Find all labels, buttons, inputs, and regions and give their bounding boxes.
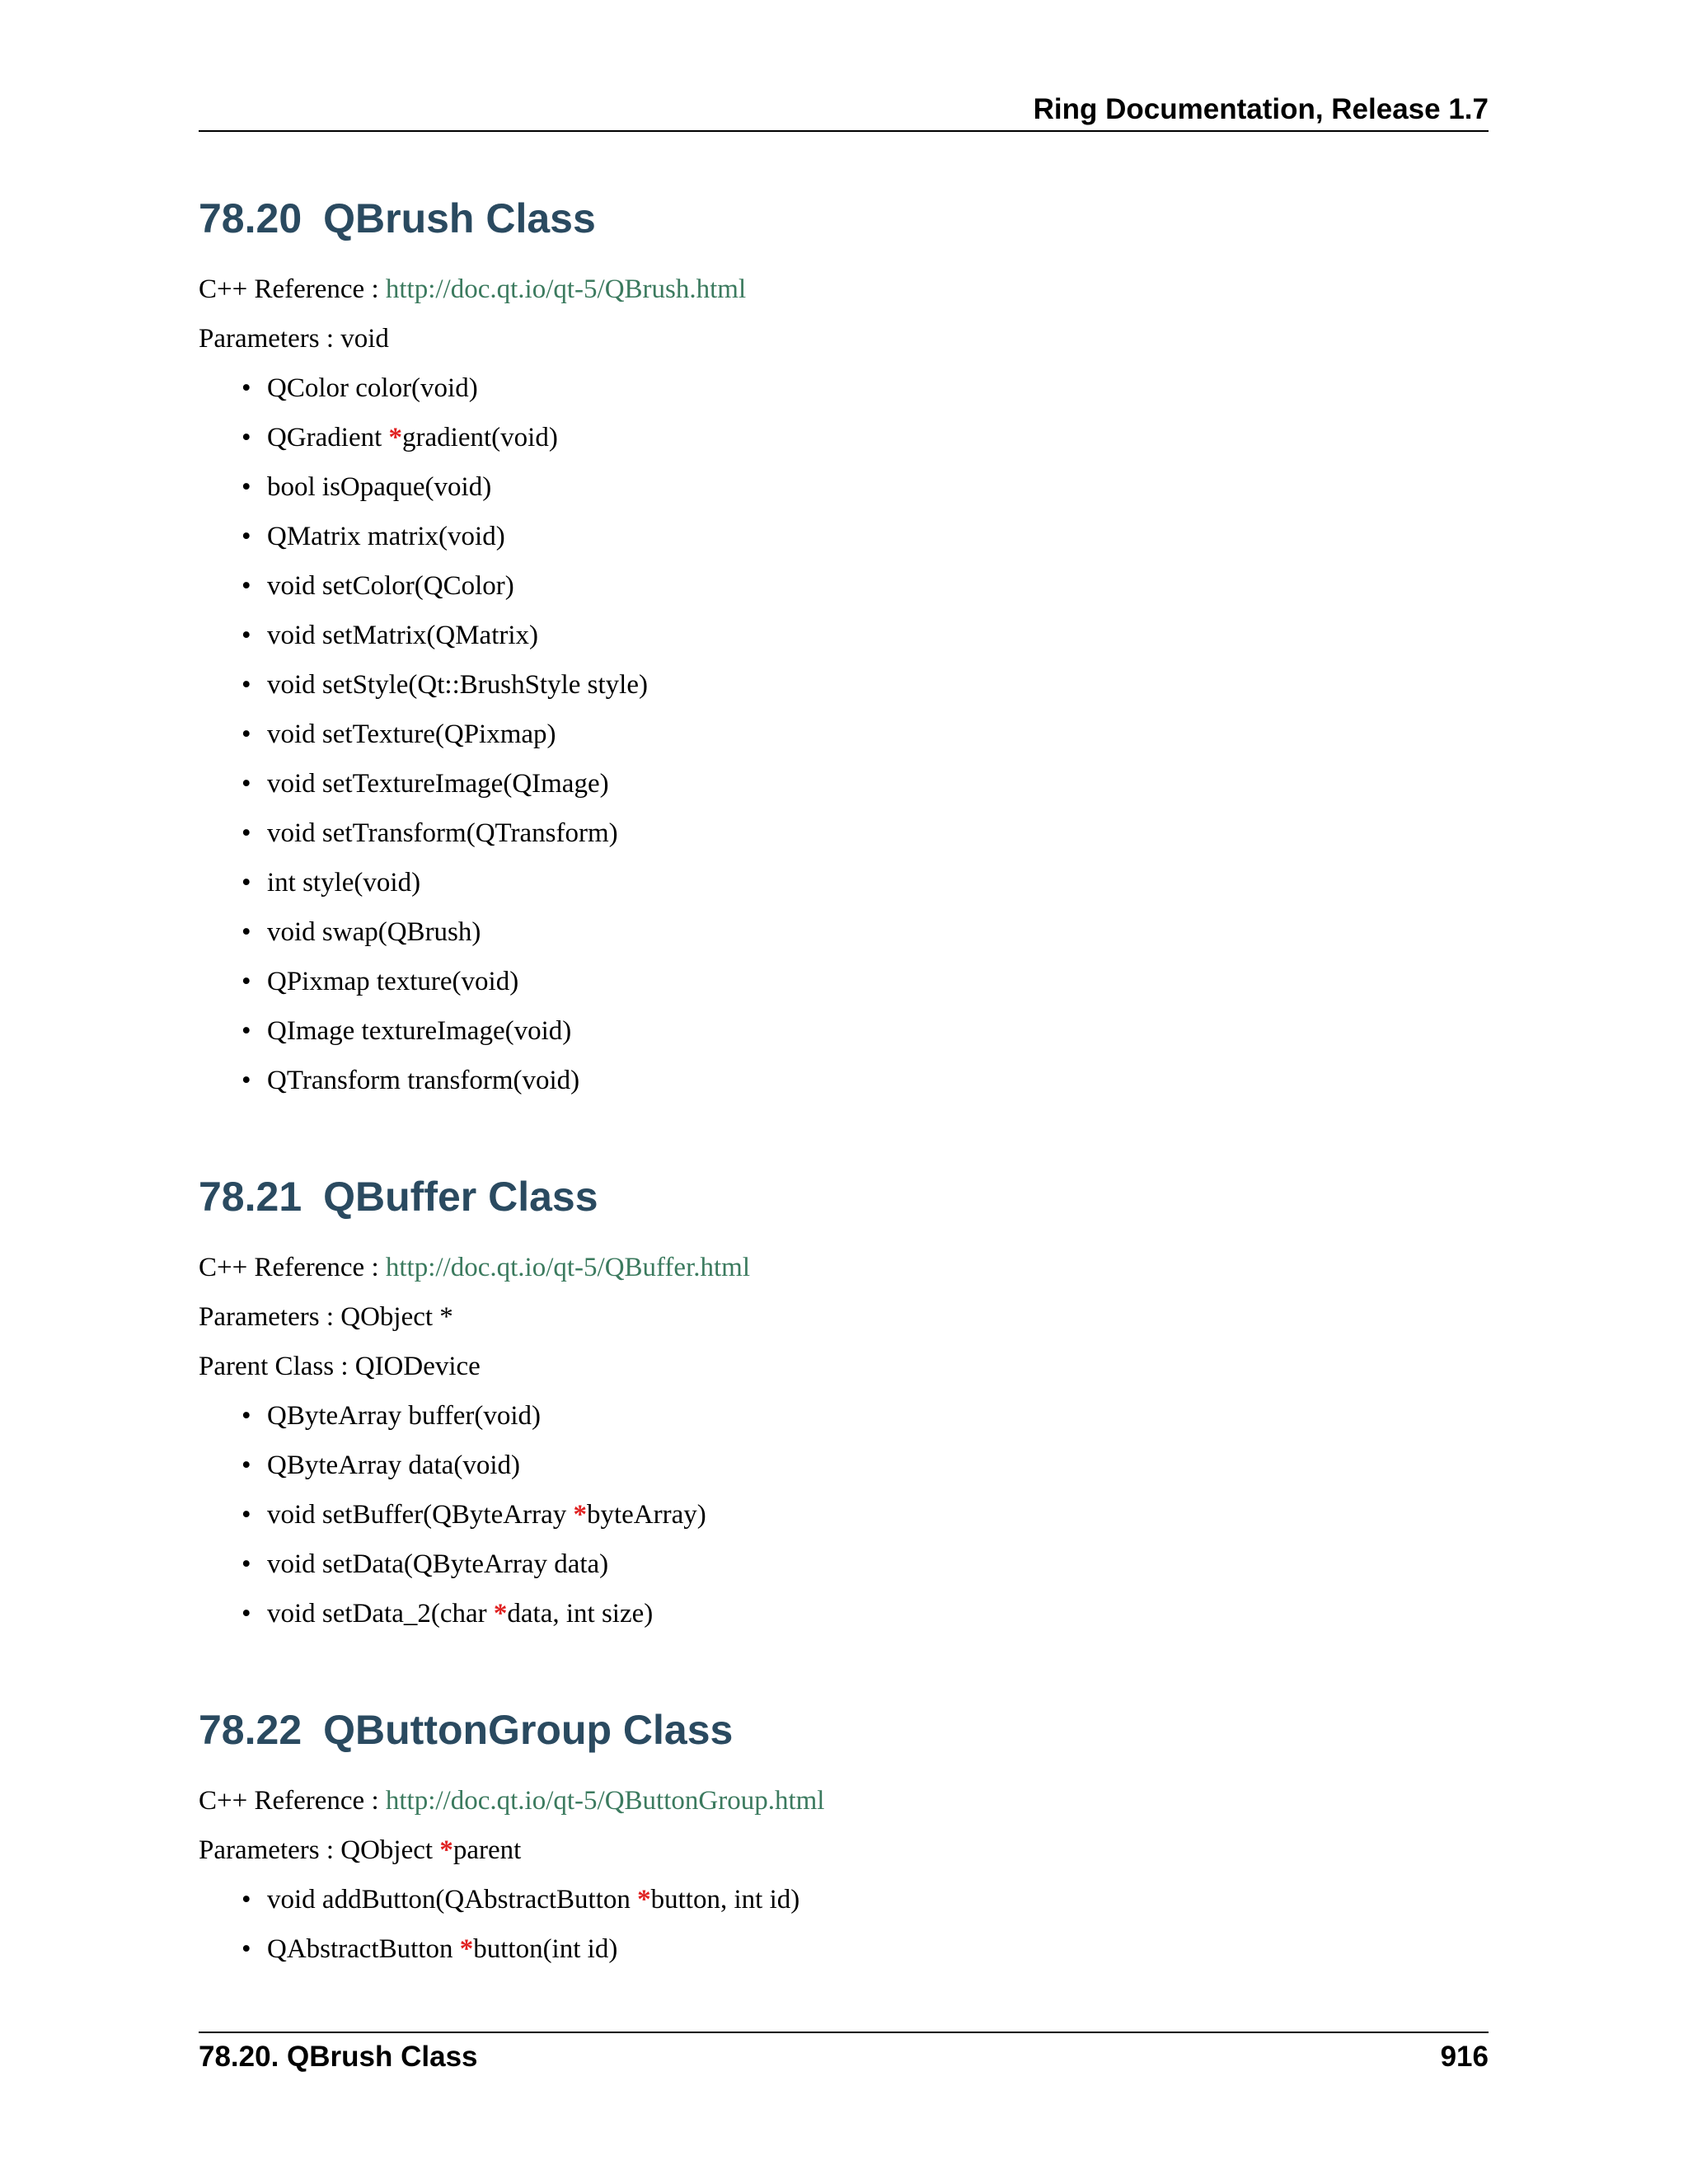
section-heading bbox=[199, 1705, 1489, 1755]
method-item bbox=[199, 1399, 1489, 1432]
bullet-icon: • bbox=[241, 423, 251, 452]
method-signature: void addButton(QAbstractButton bbox=[267, 1885, 638, 1915]
bullet-icon: • bbox=[241, 917, 251, 947]
bullet-icon: • bbox=[241, 719, 251, 749]
method-item bbox=[199, 471, 1489, 504]
method-item bbox=[199, 1933, 1489, 1966]
bullet-icon: • bbox=[241, 472, 251, 502]
bullet-icon: • bbox=[241, 373, 251, 403]
pointer-star: * bbox=[573, 1500, 587, 1530]
pointer-star: * bbox=[388, 423, 403, 452]
parameters: Parameters : QObject * bbox=[199, 1302, 453, 1332]
reference-link[interactable]: http://doc.qt.io/qt-5/QBuffer.html bbox=[385, 1253, 750, 1282]
method-signature: QMatrix matrix(void) bbox=[267, 522, 505, 551]
section-number: 78.21 bbox=[199, 1174, 302, 1220]
method-list bbox=[199, 1883, 1489, 1966]
method-signature: byteArray) bbox=[586, 1500, 706, 1530]
bullet-icon: • bbox=[241, 1451, 251, 1480]
bullet-icon: • bbox=[241, 1401, 251, 1431]
method-list bbox=[199, 1399, 1489, 1630]
method-signature: QColor color(void) bbox=[267, 373, 478, 403]
method-signature: void setBuffer(QByteArray bbox=[267, 1500, 574, 1530]
bullet-icon: • bbox=[241, 1885, 251, 1915]
method-signature: void setData(QByteArray data) bbox=[267, 1549, 609, 1579]
method-signature: void setTransform(QTransform) bbox=[267, 818, 618, 848]
bullet-icon: • bbox=[241, 818, 251, 848]
parent-class: Parent Class : QIODevice bbox=[199, 1352, 481, 1381]
method-item bbox=[199, 1597, 1489, 1630]
method-signature: int style(void) bbox=[267, 868, 421, 898]
footer-divider bbox=[199, 2032, 1489, 2033]
bullet-icon: • bbox=[241, 621, 251, 650]
section-qbuffer bbox=[199, 1172, 1489, 1647]
parameters: Parameters : void bbox=[199, 324, 389, 354]
method-signature: button(int id) bbox=[473, 1934, 618, 1964]
parameters-text: Parameters : QObject bbox=[199, 1835, 440, 1865]
method-item bbox=[199, 619, 1489, 652]
method-signature: QImage textureImage(void) bbox=[267, 1016, 572, 1046]
method-signature: bool isOpaque(void) bbox=[267, 472, 492, 502]
reference-link[interactable]: http://doc.qt.io/qt-5/QButtonGroup.html bbox=[385, 1786, 825, 1816]
method-item bbox=[199, 916, 1489, 949]
section-qbuttongroup bbox=[199, 1705, 1489, 1982]
method-signature: QGradient bbox=[267, 423, 389, 452]
method-signature: QPixmap texture(void) bbox=[267, 967, 519, 996]
method-item bbox=[199, 1548, 1489, 1581]
method-signature: void setTextureImage(QImage) bbox=[267, 769, 609, 799]
reference-label: C++ Reference : bbox=[199, 1253, 386, 1282]
method-signature: QByteArray buffer(void) bbox=[267, 1401, 542, 1431]
reference-label: C++ Reference : bbox=[199, 274, 386, 304]
method-item bbox=[199, 817, 1489, 850]
section-heading bbox=[199, 1172, 1489, 1221]
method-signature: void setData_2(char bbox=[267, 1599, 494, 1629]
method-signature: void setStyle(Qt::BrushStyle style) bbox=[267, 670, 648, 700]
method-item bbox=[199, 718, 1489, 751]
section-number: 78.22 bbox=[199, 1707, 302, 1753]
parameters-text: parent bbox=[452, 1835, 522, 1865]
bullet-icon: • bbox=[241, 670, 251, 700]
bullet-icon: • bbox=[241, 1500, 251, 1530]
pointer-star: * bbox=[439, 1835, 453, 1865]
cpp-reference bbox=[199, 1784, 1489, 1817]
bullet-icon: • bbox=[241, 769, 251, 799]
method-item bbox=[199, 1015, 1489, 1047]
method-item bbox=[199, 421, 1489, 454]
running-header: Ring Documentation, Release 1.7 bbox=[1033, 93, 1489, 125]
pointer-star: * bbox=[459, 1934, 474, 1964]
section-title: QButtonGroup Class bbox=[323, 1707, 734, 1753]
method-signature: QAbstractButton bbox=[267, 1934, 460, 1964]
method-signature: button, int id) bbox=[650, 1885, 800, 1915]
document-page bbox=[199, 0, 1489, 2184]
reference-link[interactable]: http://doc.qt.io/qt-5/QBrush.html bbox=[385, 274, 747, 304]
bullet-icon: • bbox=[241, 967, 251, 996]
method-signature: void setTexture(QPixmap) bbox=[267, 719, 556, 749]
cpp-reference bbox=[199, 273, 1489, 306]
method-item bbox=[199, 520, 1489, 553]
method-item bbox=[199, 1498, 1489, 1531]
method-signature: QByteArray data(void) bbox=[267, 1451, 520, 1480]
bullet-icon: • bbox=[241, 1066, 251, 1095]
method-signature: data, int size) bbox=[507, 1599, 654, 1629]
footer-section-title: 78.20. QBrush Class bbox=[199, 2041, 478, 2073]
bullet-icon: • bbox=[241, 1549, 251, 1579]
parameters bbox=[199, 1834, 1489, 1867]
method-item bbox=[199, 668, 1489, 701]
method-item bbox=[199, 1449, 1489, 1482]
method-item bbox=[199, 965, 1489, 998]
method-signature: void swap(QBrush) bbox=[267, 917, 481, 947]
method-signature: void setColor(QColor) bbox=[267, 571, 514, 601]
section-qbrush bbox=[199, 194, 1489, 1113]
bullet-icon: • bbox=[241, 1934, 251, 1964]
bullet-icon: • bbox=[241, 571, 251, 601]
reference-label: C++ Reference : bbox=[199, 1786, 386, 1816]
pointer-star: * bbox=[493, 1599, 508, 1629]
method-signature: void setMatrix(QMatrix) bbox=[267, 621, 539, 650]
bullet-icon: • bbox=[241, 1016, 251, 1046]
method-item bbox=[199, 866, 1489, 899]
bullet-icon: • bbox=[241, 868, 251, 898]
method-signature: gradient(void) bbox=[402, 423, 558, 452]
section-title: QBuffer Class bbox=[323, 1174, 598, 1220]
cpp-reference bbox=[199, 1251, 1489, 1284]
method-item bbox=[199, 569, 1489, 602]
bullet-icon: • bbox=[241, 522, 251, 551]
method-list bbox=[199, 372, 1489, 1097]
method-item bbox=[199, 1064, 1489, 1097]
method-item bbox=[199, 372, 1489, 405]
method-signature: QTransform transform(void) bbox=[267, 1066, 580, 1095]
section-title: QBrush Class bbox=[323, 195, 596, 241]
pointer-star: * bbox=[637, 1885, 651, 1915]
page-number: 916 bbox=[1440, 2041, 1489, 2073]
method-item bbox=[199, 767, 1489, 800]
bullet-icon: • bbox=[241, 1599, 251, 1629]
method-item bbox=[199, 1883, 1489, 1916]
section-number: 78.20 bbox=[199, 195, 302, 241]
header-divider bbox=[199, 130, 1489, 132]
section-heading bbox=[199, 194, 1489, 243]
